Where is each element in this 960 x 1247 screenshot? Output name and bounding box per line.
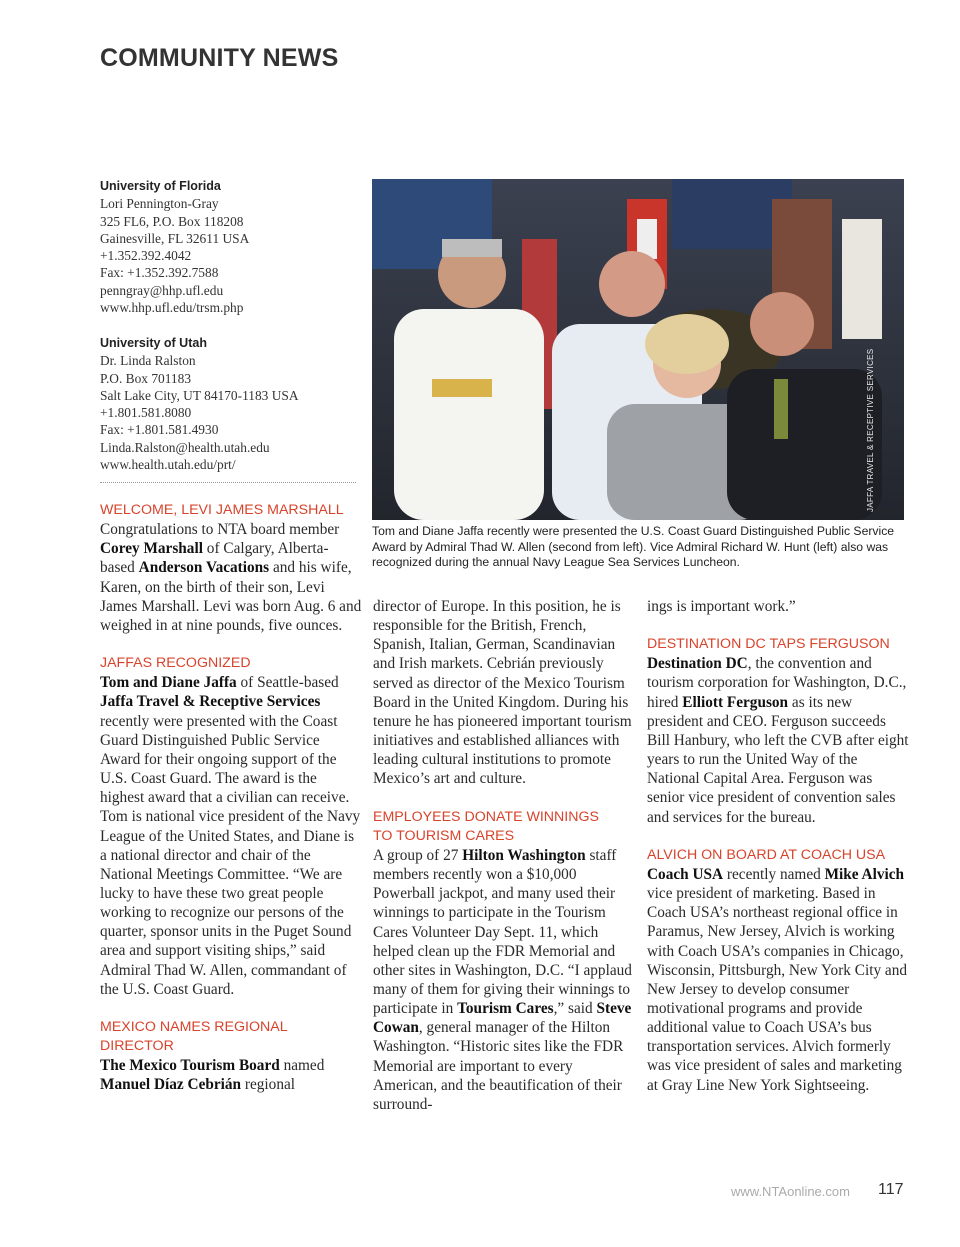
- article-mexico-body-cont: director of Europe. In this position, he is responsible for the British, French, Spanish, Italian, German, Scandinavian and Irish markets. Cebrián previously served as director of the Mexico Tourism Board in the United Kingdom. During his tenure he has pioneered important tourism initiatives and established alliances with leading cultural institutions to promote Mexico’s art and culture.: [373, 598, 632, 788]
- contact-line: +1.801.581.8080: [100, 405, 192, 421]
- article-destination-body: Destination DC, the convention and tourism corporation for Washington, D.C., hired Elliott Ferguson as its new president and CEO. Ferguson succeeds Bill Hanbury, who left the CVB after eight years to run the United Way of the National Capital Area. Ferguson was senior vice president of convention sales and services for the bureau.: [647, 655, 909, 826]
- contact-org: University of Florida: [100, 179, 221, 193]
- article-alvich-body: Coach USA recently named Mike Alvich vice president of marketing. Based in Coach USA’s northeast regional office in Paramus, New Jersey, Alvich is working with Coach USA’s companies in Chicago, Wisconsin, Pittsburgh, New York City and New Jersey to develop consumer motivational programs and provide additional value to Coach USA’s bus transportation services. Alvich formerly was vice president of sales and marketing at Gray Line New York Sightseeing.: [647, 865, 908, 1094]
- contact-line: P.O. Box 701183: [100, 370, 192, 386]
- heading-welcome: WELCOME, LEVI JAMES MARSHALL: [100, 502, 344, 518]
- award-photo-illustration: [372, 179, 904, 520]
- contact-line: Fax: +1.352.392.7588: [100, 265, 219, 281]
- heading-jaffas: JAFFAS RECOGNIZED: [100, 655, 251, 672]
- contact-line: Gainesville, FL 32611 USA: [100, 230, 250, 246]
- page-number: 117: [878, 1181, 904, 1198]
- contact-line: Dr. Linda Ralston: [100, 353, 196, 369]
- column-3: [647, 597, 909, 1095]
- divider: [100, 482, 356, 483]
- column-2: [373, 597, 635, 1114]
- heading-employees-line2: TO TOURISM CARES: [373, 827, 515, 844]
- photo-credit: JAFFA TRAVEL & RECEPTIVE SERVICES: [866, 348, 875, 512]
- photo-caption: Tom and Diane Jaffa recently were presented the U.S. Coast Guard Distinguished Public Service Award by Admiral Thad W. Allen (second from left). Vice Admiral Richard W. Hunt (left) also was recognized during the annual Navy League Sea Services Luncheon.: [372, 524, 895, 570]
- article-jaffas-body: Tom and Diane Jaffa of Seattle-based Jaffa Travel & Receptive Services recently were presented with the Coast Guard Distinguished Public Service Award for their ongoing support of the U.S. Coast Guard. The award is the highest award that a civilian can receive. Tom is national vice president of the Navy League of the United States, and Diane is a national director and chair of the National Meetings Committee. “We are lucky to have these two great people working to recognize our persons of the quarter, sponsor units in the Puget Sound area and support visiting ships,” said Admiral Thad W. Allen, commandant of the U.S. Coast Guard.: [100, 674, 361, 998]
- article-welcome-body: Congratulations to NTA board member Corey Marshall of Calgary, Alberta-based Anderson Vacations and his wife, Karen, on the birth of their son, Levi James Marshall. Levi was born Aug. 6 and weighed in at nine pounds, five ounces.: [100, 521, 362, 634]
- heading-mexico-line2: DIRECTOR: [100, 1038, 174, 1055]
- article-employees-body-cont: ings is important work.”: [647, 598, 796, 615]
- contact-org: University of Utah: [100, 336, 207, 350]
- contact-email: penngray@hhp.ufl.edu: [100, 282, 224, 298]
- contact-line: +1.352.392.4042: [100, 248, 192, 264]
- article-mexico-body-start: The Mexico Tourism Board named Manuel Díaz Cebrián regional: [100, 1057, 325, 1094]
- award-photo: [372, 179, 904, 520]
- heading-destination: DESTINATION DC TAPS FERGUSON: [647, 636, 890, 653]
- contact-line: Lori Pennington-Gray: [100, 196, 219, 212]
- heading-employees-line1: EMPLOYEES DONATE WINNINGS: [373, 808, 599, 825]
- heading-mexico-line1: MEXICO NAMES REGIONAL: [100, 1018, 288, 1035]
- contact-email: Linda.Ralston@health.utah.edu: [100, 439, 270, 455]
- contact-line: 325 FL6, P.O. Box 118208: [100, 213, 244, 229]
- contact-website: www.health.utah.edu/prt/: [100, 457, 236, 473]
- heading-alvich: ALVICH ON BOARD AT COACH USA: [647, 846, 886, 863]
- footer-url-link[interactable]: www.NTAonline.com: [731, 1184, 850, 1199]
- contact-line: Salt Lake City, UT 84170-1183 USA: [100, 387, 299, 403]
- contact-university-of-utah: [100, 335, 360, 473]
- contact-university-of-florida: [100, 178, 360, 316]
- article-employees-body: A group of 27 Hilton Washington staff members recently won a $10,000 Powerball jackpot, and many used their winnings to participate in the Tourism Cares Volunteer Day Sept. 11, which helped clean up the FDR Memorial and other sites in Washington, D.C. “I applaud many of them for giving their winnings to participate in Tourism Cares,” said Steve Cowan, general manager of the Hilton Washington. “Historic sites like the FDR Memorial are important to every American, and the beautification of their surround-: [373, 846, 632, 1113]
- contact-website: www.hhp.ufl.edu/trsm.php: [100, 300, 244, 316]
- contact-line: Fax: +1.801.581.4930: [100, 422, 219, 438]
- section-title: COMMUNITY NEWS: [100, 44, 339, 72]
- column-1: [100, 501, 362, 1095]
